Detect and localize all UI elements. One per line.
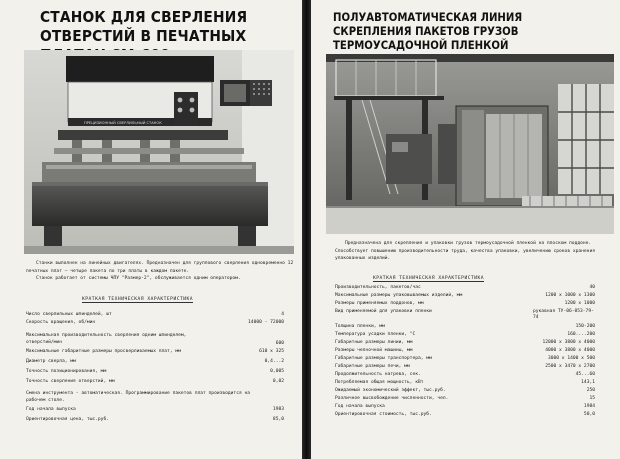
spec-label: Габаритные размеры печи, мм (335, 364, 410, 369)
spec-value: 0,005 (270, 369, 284, 374)
spec-value: 12000 х 3800 х 4000 (542, 340, 595, 345)
spec-value: 250 (586, 388, 595, 393)
spec-value: 160....200 (567, 332, 595, 337)
spec-row (335, 324, 595, 332)
spec-row (335, 348, 595, 356)
drilling-machine-photo (24, 50, 294, 254)
left-page (0, 0, 302, 459)
spec-row (335, 301, 595, 309)
spec-row (335, 380, 595, 388)
spec-value: 4000 х 3800 х 4000 (545, 348, 595, 353)
spec-row (26, 369, 284, 379)
left-spec-heading: КРАТКАЯ ТЕХНИЧЕСКАЯ ХАРАКТЕРИСТИКА (82, 297, 194, 302)
spec-label: Размеры челночной машины, мм (335, 348, 413, 353)
spec-label: Смена инструмента - автоматическая. Программирование пакетов плат производится на рабочем столе. (26, 391, 251, 403)
spec-row (26, 349, 284, 359)
spec-row (26, 332, 284, 349)
spec-value: 15 (589, 396, 595, 401)
spec-row (335, 293, 595, 301)
right-spec-table (335, 285, 595, 420)
spec-row (26, 417, 284, 427)
spec-value: 150-200 (575, 324, 595, 329)
spec-row (335, 404, 595, 412)
spec-row (335, 285, 595, 293)
machine-nameplate: ПРЕЦИЗИОННЫЙ СВЕРЛИЛЬНЫЙ СТАНОК (84, 121, 162, 125)
spec-label: Ориентировочная цена, тыс.руб. (26, 417, 109, 422)
spec-row (335, 356, 595, 364)
right-intro-text (335, 240, 613, 263)
spec-row (26, 390, 284, 407)
spec-value: 3000 х 1400 х 500 (547, 356, 595, 361)
left-page-title: СТАНОК ДЛЯ СВЕРЛЕНИЯ ОТВЕРСТИЙ В ПЕЧАТНЫХ (40, 8, 248, 45)
spec-label: Различное высвобождение численности, чел. (335, 396, 449, 401)
book-gutter (302, 0, 311, 459)
right-spec-heading: КРАТКАЯ ТЕХНИЧЕСКАЯ ХАРАКТЕРИСТИКА (373, 276, 485, 281)
spec-label: Температура усадки пленки, °С (335, 332, 416, 337)
spec-value: 610 х 325 (259, 349, 284, 354)
spec-label: Габаритные размеры линии, мм (335, 340, 413, 345)
right-page (311, 0, 620, 459)
spec-label: Производительность, пакетов/час (335, 285, 421, 290)
spec-label: Точность сверления отверстий, мм (26, 379, 115, 384)
spec-row (26, 379, 284, 390)
right-page-title: ПОЛУАВТОМАТИЧЕСКАЯ ЛИНИЯ СКРЕПЛЕНИЯ ПАКЕТОВ ГРУЗОВ ТЕРМОУСАДОЧНОЙ ПЛЕНКОЙ (333, 10, 523, 52)
packaging-line-illustration (326, 54, 614, 234)
spec-value: 1200 х 1000 (564, 301, 595, 306)
spec-value: 600 (275, 341, 284, 346)
packaging-line-photo (326, 54, 614, 234)
drilling-machine-illustration (24, 50, 294, 254)
spec-label: Максимальные размеры упаковываемых изделий, мм (335, 293, 463, 298)
spec-value: 0,4...2 (264, 359, 284, 364)
spec-label: Максимальная производительность сверления одним шпинделем, отверстий/мин (26, 333, 187, 345)
spec-row (335, 332, 595, 340)
spec-row (335, 372, 595, 380)
spec-label: Вид применяемой для упаковки пленки (335, 309, 432, 314)
spec-label: Точность позиционирования, мм (26, 369, 107, 374)
spec-value: 143,1 (581, 380, 595, 385)
left-intro-text (26, 260, 296, 283)
spec-value: 1200 х 1000 х 1300 (545, 293, 595, 298)
left-intro-paragraph: Станки выполнен на линейных двигателях. Предназначен для группового сверления одновременно 12 печатных плат — четыре пакета по три платы в каждом пакете. (26, 261, 294, 274)
spec-label: Ориентировочная стоимость, тыс.руб. (335, 412, 432, 417)
spec-row (26, 312, 284, 320)
right-intro-paragraph: Предназначена для скрепления и упаковки грузов термоусадочной пленкой на плоском поддоне. Способствует повышению производительности труда, качества упаковки, увеличению сроков хранения упакованных изделий. (335, 241, 595, 262)
left-intro-paragraph: Станок работает от системы ЧПУ "Размер-2", обслуживается одним оператором. (36, 276, 241, 282)
spec-value: 0,02 (272, 379, 284, 384)
spec-row (26, 320, 284, 332)
spec-row (335, 412, 595, 420)
spec-label: Год начала выпуска (335, 404, 385, 409)
spec-value: 85,0 (272, 417, 284, 422)
spec-label: Максимальные габаритные размеры просверливаемых плат, мм (26, 349, 181, 354)
spec-label: Год начала выпуска (26, 407, 76, 412)
left-spec-table (26, 312, 284, 427)
spec-value: 45...60 (575, 372, 595, 377)
spec-value: рукавная ТУ-06-853-79-74 (533, 309, 594, 320)
spec-row (335, 364, 595, 372)
spec-value: 2500 х 3470 х 2700 (545, 364, 595, 369)
spec-label: Диаметр сверла, мм (26, 359, 76, 364)
spec-value: 40 (589, 285, 595, 290)
spec-label: Скорость вращения, об/мин (26, 320, 96, 325)
spec-value: 1984 (583, 404, 595, 409)
spec-label: Число сверлильных шпинделей, шт (26, 312, 112, 317)
spec-row (335, 388, 595, 396)
spec-row (335, 396, 595, 404)
spec-label: Потребляемая общая мощность, кВт (335, 380, 424, 385)
spec-value: 50,0 (583, 412, 595, 417)
spec-row (335, 340, 595, 348)
spec-value: 1983 (272, 407, 284, 412)
spec-label: Габаритные размеры транспортера, мм (335, 356, 432, 361)
spec-label: Ожидаемый экономический эффект, тыс.руб. (335, 388, 446, 393)
spec-row (26, 359, 284, 369)
spec-label: Размеры применяемых поддонов, мм (335, 301, 424, 306)
spec-row (26, 407, 284, 417)
spec-value: 14000 - 72000 (248, 320, 284, 325)
spec-row (335, 309, 595, 324)
spec-value: 4 (281, 312, 284, 317)
spec-label: Толщина пленки, мм (335, 324, 385, 329)
spec-label: Продолжительность нагрева, сек. (335, 372, 421, 377)
